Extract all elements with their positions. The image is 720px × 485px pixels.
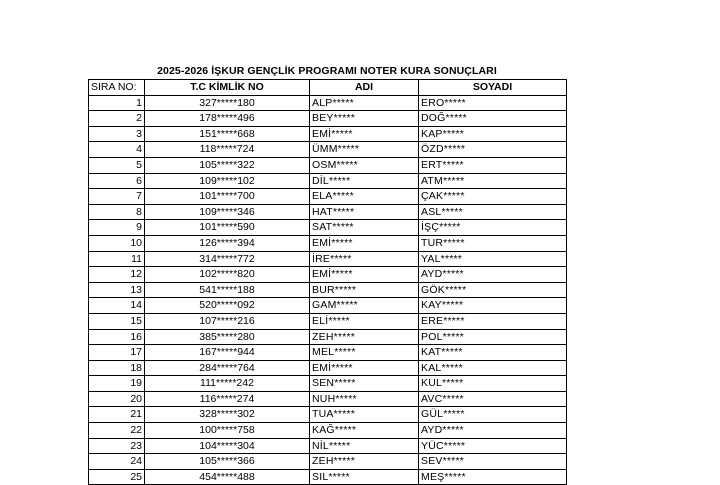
cell-tc-kimlik-no: 116*****274 [145,391,310,407]
cell-adi: SIL***** [310,469,419,485]
cell-tc-kimlik-no: 109*****102 [145,173,310,189]
cell-tc-kimlik-no: 104*****304 [145,438,310,454]
cell-adi: GAM***** [310,298,419,314]
cell-sira-no: 24 [89,454,145,470]
results-body [89,95,567,485]
cell-tc-kimlik-no: 151*****668 [145,126,310,142]
cell-adi: OSM***** [310,157,419,173]
cell-sira-no: 13 [89,282,145,298]
cell-tc-kimlik-no: 109*****346 [145,204,310,220]
cell-soyadi: KAL***** [419,360,567,376]
cell-sira-no: 6 [89,173,145,189]
table-row [89,95,567,111]
table-row [89,111,567,127]
cell-sira-no: 19 [89,376,145,392]
cell-soyadi: DOĞ***** [419,111,567,127]
cell-adi: ALP***** [310,95,419,111]
table-row [89,423,567,439]
cell-tc-kimlik-no: 101*****590 [145,220,310,236]
cell-adi: EMİ***** [310,360,419,376]
cell-soyadi: TUR***** [419,235,567,251]
cell-adi: EMİ***** [310,267,419,283]
header-tc-kimlik-no: T.C KİMLİK NO [145,80,310,96]
cell-soyadi: KAP***** [419,126,567,142]
table-row [89,454,567,470]
cell-sira-no: 21 [89,407,145,423]
cell-tc-kimlik-no: 105*****322 [145,157,310,173]
cell-sira-no: 25 [89,469,145,485]
cell-adi: SAT***** [310,220,419,236]
cell-tc-kimlik-no: 541*****188 [145,282,310,298]
cell-sira-no: 15 [89,313,145,329]
cell-tc-kimlik-no: 328*****302 [145,407,310,423]
header-soyadi: SOYADI [419,80,567,96]
cell-sira-no: 2 [89,111,145,127]
cell-tc-kimlik-no: 385*****280 [145,329,310,345]
cell-tc-kimlik-no: 102*****820 [145,267,310,283]
table-row [89,220,567,236]
cell-tc-kimlik-no: 105*****366 [145,454,310,470]
cell-adi: NUH***** [310,391,419,407]
cell-soyadi: KUL***** [419,376,567,392]
cell-adi: ÜMM***** [310,142,419,158]
cell-adi: NİL***** [310,438,419,454]
table-row [89,142,567,158]
table-row [89,126,567,142]
cell-soyadi: ASL***** [419,204,567,220]
cell-tc-kimlik-no: 178*****496 [145,111,310,127]
cell-tc-kimlik-no: 327*****180 [145,95,310,111]
cell-soyadi: YAL***** [419,251,567,267]
table-row [89,298,567,314]
cell-adi: DİL***** [310,173,419,189]
header-row [89,80,567,96]
cell-tc-kimlik-no: 118*****724 [145,142,310,158]
cell-sira-no: 10 [89,235,145,251]
cell-adi: ZEH***** [310,329,419,345]
cell-tc-kimlik-no: 314*****772 [145,251,310,267]
cell-tc-kimlik-no: 107*****216 [145,313,310,329]
cell-soyadi: KAT***** [419,345,567,361]
cell-sira-no: 14 [89,298,145,314]
cell-soyadi: AYD***** [419,423,567,439]
cell-adi: İRE***** [310,251,419,267]
cell-tc-kimlik-no: 126*****394 [145,235,310,251]
cell-tc-kimlik-no: 284*****764 [145,360,310,376]
cell-adi: ELA***** [310,189,419,205]
cell-soyadi: İŞÇ***** [419,220,567,236]
cell-adi: MEL***** [310,345,419,361]
cell-adi: ELİ***** [310,313,419,329]
table-row [89,438,567,454]
table-row [89,360,567,376]
cell-soyadi: ÇAK***** [419,189,567,205]
results-table [88,79,567,485]
cell-sira-no: 5 [89,157,145,173]
cell-sira-no: 4 [89,142,145,158]
table-row [89,251,567,267]
cell-soyadi: ERE***** [419,313,567,329]
cell-soyadi: YÜC***** [419,438,567,454]
cell-sira-no: 17 [89,345,145,361]
cell-adi: SEN***** [310,376,419,392]
cell-sira-no: 1 [89,95,145,111]
cell-tc-kimlik-no: 100*****758 [145,423,310,439]
cell-soyadi: KAY***** [419,298,567,314]
cell-tc-kimlik-no: 167*****944 [145,345,310,361]
table-row [89,173,567,189]
table-row [89,469,567,485]
cell-tc-kimlik-no: 454*****488 [145,469,310,485]
table-row [89,189,567,205]
cell-adi: EMİ***** [310,235,419,251]
header-adi: ADI [310,80,419,96]
table-row [89,345,567,361]
table-row [89,235,567,251]
cell-soyadi: POL***** [419,329,567,345]
cell-soyadi: AYD***** [419,267,567,283]
cell-sira-no: 11 [89,251,145,267]
document-title: 2025-2026 İŞKUR GENÇLİK PROGRAMI NOTER KURA SONUÇLARI [157,65,497,77]
cell-soyadi: GÜL***** [419,407,567,423]
cell-soyadi: AVC***** [419,391,567,407]
cell-soyadi: ATM***** [419,173,567,189]
table-row [89,282,567,298]
cell-tc-kimlik-no: 520*****092 [145,298,310,314]
cell-adi: BEY***** [310,111,419,127]
cell-sira-no: 9 [89,220,145,236]
cell-sira-no: 20 [89,391,145,407]
cell-sira-no: 7 [89,189,145,205]
table-row [89,157,567,173]
cell-soyadi: SEV***** [419,454,567,470]
cell-soyadi: ÖZD***** [419,142,567,158]
cell-soyadi: MEŞ***** [419,469,567,485]
cell-sira-no: 12 [89,267,145,283]
table-row [89,329,567,345]
table-row [89,267,567,283]
cell-soyadi: GÖK***** [419,282,567,298]
cell-sira-no: 18 [89,360,145,376]
table-row [89,391,567,407]
table-row [89,407,567,423]
cell-soyadi: ERO***** [419,95,567,111]
table-row [89,376,567,392]
cell-adi: KAĞ***** [310,423,419,439]
cell-sira-no: 22 [89,423,145,439]
cell-tc-kimlik-no: 101*****700 [145,189,310,205]
cell-adi: ZEH***** [310,454,419,470]
table-row [89,204,567,220]
cell-adi: HAT***** [310,204,419,220]
cell-adi: EMİ***** [310,126,419,142]
cell-tc-kimlik-no: 111*****242 [145,376,310,392]
cell-sira-no: 3 [89,126,145,142]
table-row [89,313,567,329]
header-sira-no: SIRA NO: [89,80,145,96]
cell-soyadi: ERT***** [419,157,567,173]
cell-adi: BUR***** [310,282,419,298]
cell-adi: TUA***** [310,407,419,423]
cell-sira-no: 23 [89,438,145,454]
cell-sira-no: 16 [89,329,145,345]
cell-sira-no: 8 [89,204,145,220]
